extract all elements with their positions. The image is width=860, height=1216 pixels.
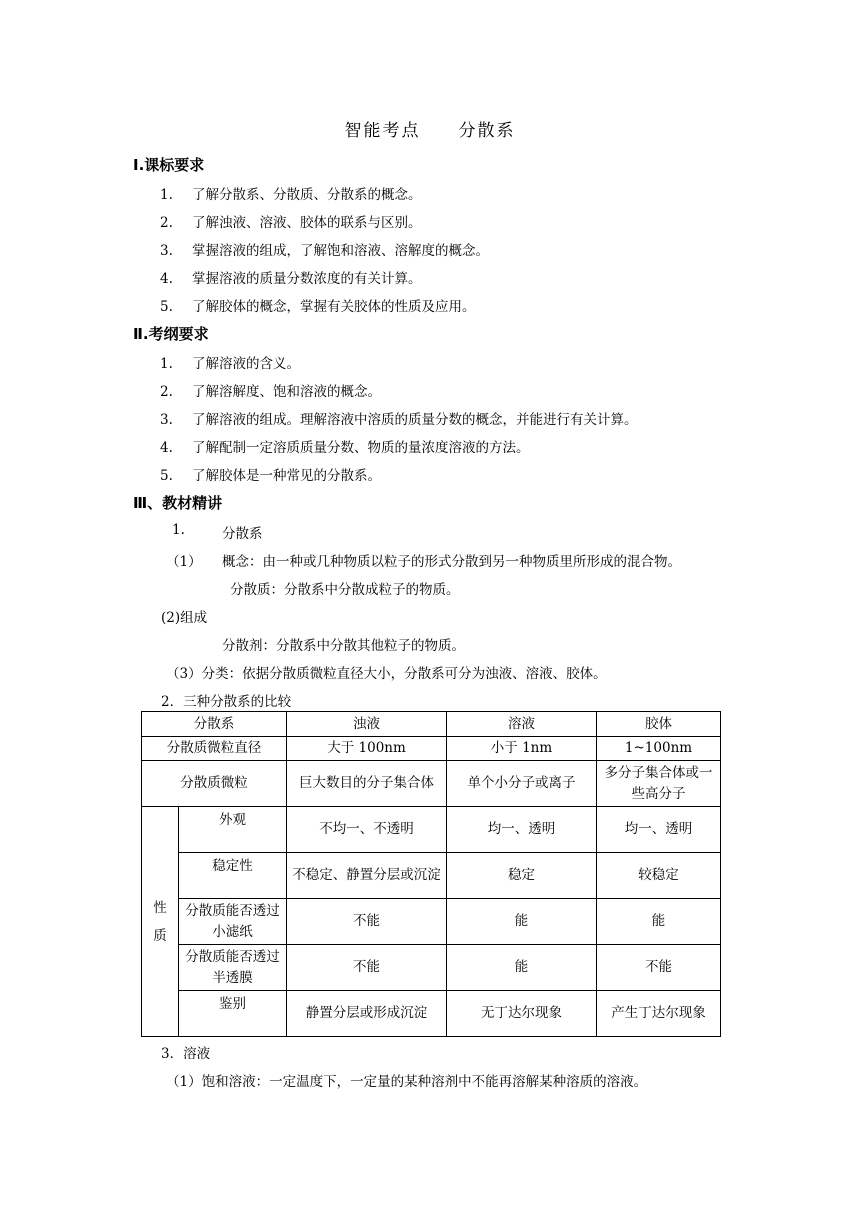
row-label: 稳定性 [179,853,287,899]
table-cell: 较稳定 [597,853,721,899]
table-cell: 均一、透明 [447,807,597,853]
list-item [160,211,422,231]
section-heading-textbook: Ⅲ、教材精讲 [133,494,223,512]
item-text: 掌握溶液的组成，了解饱和溶液、溶解度的概念。 [192,243,489,259]
item-number: 4. [160,271,173,287]
item-text: 了解胶体是一种常见的分散系。 [192,468,381,484]
table-row [142,737,721,761]
paragraph-composition: (2)组成 [161,610,208,626]
table-cell: 均一、透明 [597,807,721,853]
paragraph-saturated: （1）饱和溶液：一定温度下，一定量的某种溶剂中不能再溶解某种溶质的溶液。 [166,1074,648,1090]
table-cell: 产生丁达尔现象 [597,991,721,1037]
table-cell: 不均一、不透明 [287,807,447,853]
row-label: 分散质能否透过半透膜 [179,945,287,991]
item-text: 了解溶解度、饱和溶液的概念。 [192,384,381,400]
paragraph-dispersed: 分散质：分散系中分散成粒子的物质。 [230,582,460,598]
table-cell: 1~100nm [597,737,721,761]
table-row [142,991,721,1037]
table-cell: 不能 [597,945,721,991]
item-number: 2. [160,215,173,231]
section-heading-exam: Ⅱ.考纲要求 [133,325,209,343]
table-cell: 稳定 [447,853,597,899]
table-row [142,807,721,853]
table-cell: 无丁达尔现象 [447,991,597,1037]
list-item [160,436,530,456]
list-item [160,183,422,203]
list-item [160,380,381,400]
subsection-solution: 3．溶液 [161,1046,211,1062]
paragraph-classification: （3）分类：依据分散质微粒直径大小，分散系可分为浊液、溶液、胶体。 [166,666,607,682]
table-row [142,899,721,945]
subsection-title: 分散系 [222,526,263,542]
item-text: 了解胶体的概念，掌握有关胶体的性质及应用。 [192,299,476,315]
item-number: 5. [160,299,173,315]
page-title: 智能考点 分散系 [344,121,516,141]
comparison-table [141,711,721,1037]
row-label: 外观 [179,807,287,853]
table-cell: 巨大数目的分子集合体 [287,761,447,807]
table-row [142,761,721,807]
item-text: 了解配制一定溶质质量分数、物质的量浓度溶液的方法。 [192,440,530,456]
table-cell: 单个小分子或离子 [447,761,597,807]
table-header-cell: 分散系 [142,712,287,737]
item-number: 5. [160,468,173,484]
table-cell: 能 [597,899,721,945]
list-item [160,352,300,372]
item-text: 了解分散系、分散质、分散系的概念。 [192,187,422,203]
item-number: 2. [160,384,173,400]
item-number: 3. [160,412,173,428]
table-cell: 小于 1nm [447,737,597,761]
item-text: 了解溶液的含义。 [192,356,300,372]
list-item [160,267,422,287]
section-heading-curriculum: Ⅰ.课标要求 [133,156,205,174]
list-item [160,464,381,484]
row-label: 分散质微粒直径 [142,737,287,761]
table-cell: 不能 [287,945,447,991]
table-header-cell: 浊液 [287,712,447,737]
item-text: 了解浊液、溶液、胶体的联系与区别。 [192,215,422,231]
list-item [160,239,489,259]
list-item [160,295,476,315]
subsection-comparison: 2．三种分散系的比较 [161,694,292,710]
paragraph-number: （1） [166,554,202,570]
table-cell: 不稳定、静置分层或沉淀 [287,853,447,899]
table-cell: 大于 100nm [287,737,447,761]
table-cell: 静置分层或形成沉淀 [287,991,447,1037]
item-text: 了解溶液的组成。理解溶液中溶质的质量分数的概念，并能进行有关计算。 [192,412,638,428]
item-number: 1. [160,356,173,372]
subsection-number: 1. [172,522,185,538]
item-number: 4. [160,440,173,456]
table-row [142,712,721,737]
table-header-cell: 溶液 [447,712,597,737]
table-cell: 不能 [287,899,447,945]
item-number: 1. [160,187,173,203]
table-row [142,853,721,899]
table-header-cell: 胶体 [597,712,721,737]
table-cell: 能 [447,899,597,945]
row-label: 鉴别 [179,991,287,1037]
list-item [160,408,638,428]
paragraph-concept: 概念：由一种或几种物质以粒子的形式分散到另一种物质里所形成的混合物。 [222,554,681,570]
row-label: 分散质能否透过小滤纸 [179,899,287,945]
group-label-properties: 性质 [142,807,179,1037]
row-label: 分散质微粒 [142,761,287,807]
table-cell: 多分子集合体或一些高分子 [597,761,721,807]
paragraph-medium: 分散剂：分散系中分散其他粒子的物质。 [222,638,465,654]
table-cell: 能 [447,945,597,991]
item-text: 掌握溶液的质量分数浓度的有关计算。 [192,271,422,287]
item-number: 3. [160,243,173,259]
table-row [142,945,721,991]
